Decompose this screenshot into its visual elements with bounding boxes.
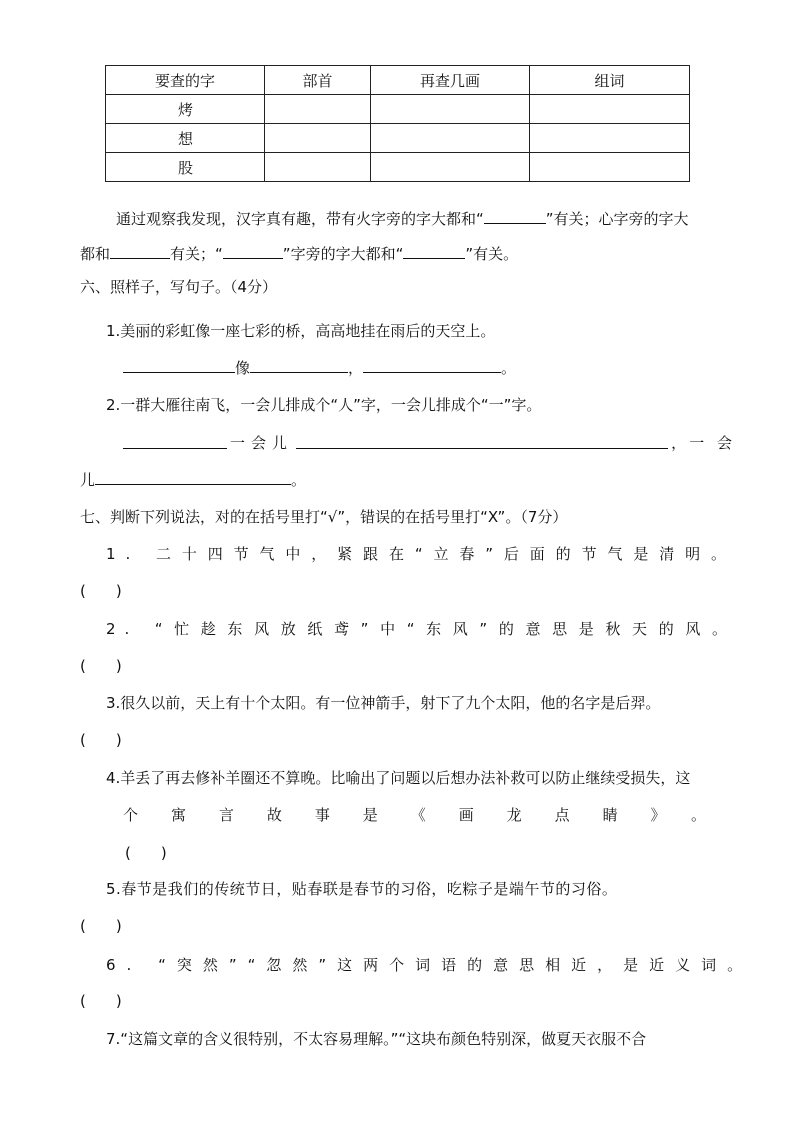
fill-blank[interactable] xyxy=(223,242,283,259)
fill-blank[interactable] xyxy=(123,432,227,449)
strokes-answer-cell[interactable] xyxy=(371,95,530,124)
section-6-answer-1 xyxy=(123,356,516,379)
section-6-answer-2-line-1 xyxy=(123,432,736,454)
answer-text: 一 会 xyxy=(689,434,736,452)
answer-text: 儿 xyxy=(80,471,96,489)
judge-item-1: 1. 二十四节气中，紧跟在“立春”后面的节气是清明。 xyxy=(106,545,736,563)
section-7-heading: 七、判断下列说法，对的在括号里打“√”，错误的在括号里打“X”。（7分） xyxy=(80,508,568,526)
judge-item-6: 6. “突然”“忽然”这两个词语的意思相近，是近义词。 xyxy=(106,956,754,974)
answer-parentheses[interactable]: ( ) xyxy=(80,731,122,749)
answer-text: 一会儿 xyxy=(230,434,294,452)
fill-blank[interactable] xyxy=(296,432,668,449)
fill-blank[interactable] xyxy=(95,468,291,485)
answer-parentheses[interactable]: ( ) xyxy=(80,582,122,600)
table-header-row xyxy=(106,66,690,95)
strokes-answer-cell[interactable] xyxy=(371,153,530,182)
discover-text: 都和 xyxy=(80,245,111,263)
table-char-cell: 烤 xyxy=(106,95,265,124)
section-6-question-2: 2.一群大雁往南飞，一会儿排成个“人”字，一会儿排成个“一”字。 xyxy=(106,396,542,414)
section-6-answer-2-line-2 xyxy=(80,468,306,491)
radical-answer-cell[interactable] xyxy=(265,95,371,124)
dictionary-lookup-table xyxy=(105,65,690,182)
discover-line-2 xyxy=(80,242,518,265)
judge-item-5: 5.春节是我们的传统节日，贴春联是春节的习俗，吃粽子是端午节的习俗。 xyxy=(106,880,618,898)
judge-item-3: 3.很久以前，天上有十个太阳。有一位神箭手，射下了九个太阳，他的名字是后羿。 xyxy=(106,694,661,712)
answer-parentheses[interactable]: ( ) xyxy=(80,657,122,675)
discover-text: ”有关。 xyxy=(465,245,519,263)
table-row xyxy=(106,95,690,124)
radical-answer-cell[interactable] xyxy=(265,124,371,153)
table-row xyxy=(106,124,690,153)
table-header-cell: 部首 xyxy=(265,66,371,95)
table-char-cell: 股 xyxy=(106,153,265,182)
table-header-cell: 要查的字 xyxy=(106,66,265,95)
answer-parentheses[interactable]: ( ) xyxy=(125,844,167,862)
fill-blank[interactable] xyxy=(110,242,170,259)
answer-parentheses[interactable]: ( ) xyxy=(80,917,122,935)
table-header-cell: 再查几画 xyxy=(371,66,530,95)
section-6-heading: 六、照样子，写句子。（4分） xyxy=(80,278,278,296)
answer-text: 像 xyxy=(235,359,251,377)
answer-text: ， xyxy=(348,359,364,377)
word-answer-cell[interactable] xyxy=(530,153,690,182)
table-char-cell: 想 xyxy=(106,124,265,153)
table-header-cell: 组词 xyxy=(530,66,690,95)
word-answer-cell[interactable] xyxy=(530,124,690,153)
fill-blank[interactable] xyxy=(363,356,501,373)
fill-blank[interactable] xyxy=(403,242,465,259)
answer-text: 。 xyxy=(291,471,307,489)
discover-text: ”有关；心字旁的字大 xyxy=(545,210,689,228)
table-row xyxy=(106,153,690,182)
fill-blank[interactable] xyxy=(123,356,235,373)
discover-text: ”字旁的字大都和“ xyxy=(282,245,404,263)
discover-text: 通过观察我发现，汉字真有趣，带有火字旁的字大都和“ xyxy=(116,210,484,228)
judge-item-4: 4.羊丢了再去修补羊圈还不算晚。比喻出了问题以后想办法补救可以防止继续受损失，这 xyxy=(106,769,691,787)
discover-text: 有关；“ xyxy=(170,245,223,263)
word-answer-cell[interactable] xyxy=(530,95,690,124)
radical-answer-cell[interactable] xyxy=(265,153,371,182)
section-6-question-1: 1.美丽的彩虹像一座七彩的桥，高高地挂在雨后的天空上。 xyxy=(106,322,496,340)
fill-blank[interactable] xyxy=(250,356,348,373)
answer-text: ， xyxy=(671,434,687,452)
answer-text: 。 xyxy=(501,359,517,377)
answer-parentheses[interactable]: ( ) xyxy=(80,992,122,1010)
fill-blank[interactable] xyxy=(484,207,546,224)
judge-item-7: 7.“这篇文章的含义很特别，不太容易理解。”“这块布颜色特别深，做夏天衣服不合 xyxy=(106,1030,647,1048)
discover-line-1 xyxy=(116,207,689,230)
judge-item-2: 2. “忙趁东风放纸鸢”中“东风”的意思是秋天的风。 xyxy=(106,620,736,638)
judge-item-4-cont: 个寓言故事是《画龙点睛》。 xyxy=(123,806,736,824)
strokes-answer-cell[interactable] xyxy=(371,124,530,153)
